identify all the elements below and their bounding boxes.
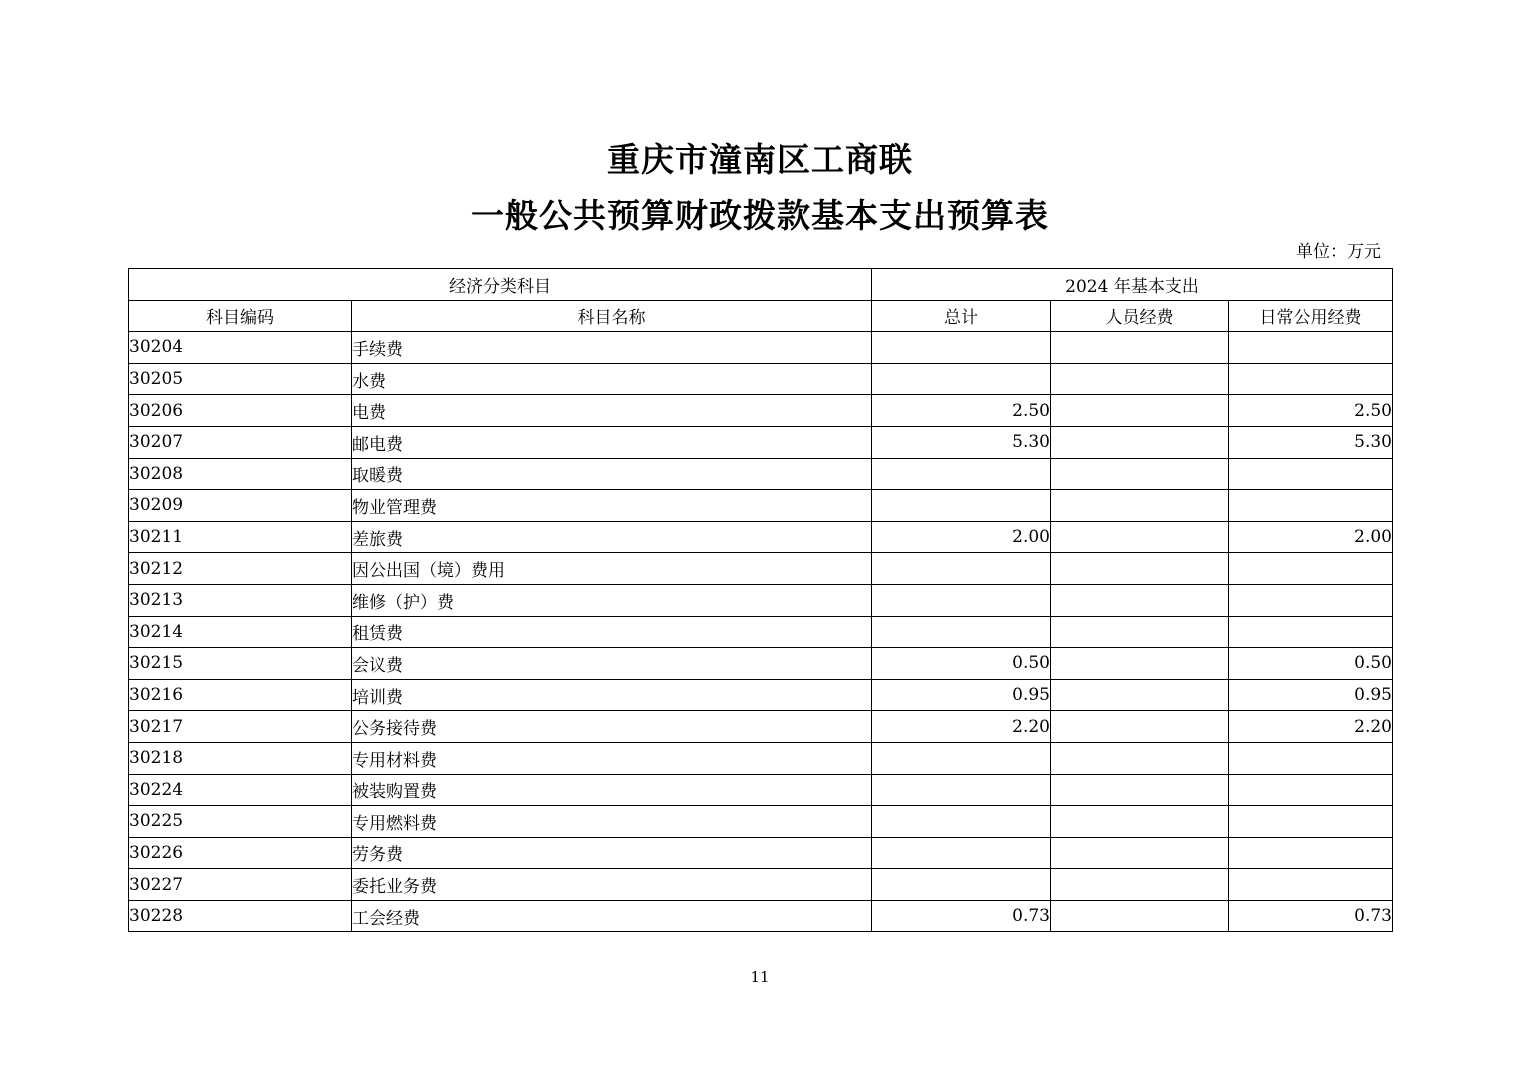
group-header-row: [129, 269, 1393, 301]
table-row: [129, 553, 1393, 585]
cell-name: 因公出国（境）费用: [352, 553, 872, 585]
document-title-line2: 一般公共预算财政拨款基本支出预算表: [471, 196, 1049, 235]
cell-public: [1229, 363, 1393, 395]
table-row: [129, 679, 1393, 711]
cell-public: 0.95: [1229, 679, 1393, 711]
cell-total: 2.00: [872, 521, 1051, 553]
cell-public: [1229, 616, 1393, 648]
cell-total: 0.73: [872, 900, 1051, 932]
cell-code: 30211: [129, 521, 352, 553]
cell-personnel: [1051, 900, 1229, 932]
cell-personnel: [1051, 648, 1229, 680]
cell-name: 租赁费: [352, 616, 872, 648]
cell-total: [872, 774, 1051, 806]
cell-total: [872, 332, 1051, 364]
table-row: [129, 490, 1393, 522]
header-basic-expenditure: 2024 年基本支出: [872, 269, 1393, 301]
table-row: [129, 774, 1393, 806]
cell-code: 30226: [129, 837, 352, 869]
unit-label: 单位：万元: [1296, 242, 1381, 262]
header-name: 科目名称: [352, 300, 872, 332]
cell-code: 30206: [129, 395, 352, 427]
table-row: [129, 332, 1393, 364]
cell-total: [872, 490, 1051, 522]
cell-personnel: [1051, 584, 1229, 616]
cell-personnel: [1051, 711, 1229, 743]
cell-total: [872, 363, 1051, 395]
cell-code: 30209: [129, 490, 352, 522]
table-row: [129, 869, 1393, 901]
cell-code: 30216: [129, 679, 352, 711]
table-row: [129, 837, 1393, 869]
cell-public: 5.30: [1229, 426, 1393, 458]
cell-name: 邮电费: [352, 426, 872, 458]
cell-code: 30228: [129, 900, 352, 932]
cell-total: [872, 553, 1051, 585]
cell-personnel: [1051, 426, 1229, 458]
cell-total: [872, 616, 1051, 648]
cell-total: [872, 458, 1051, 490]
cell-name: 公务接待费: [352, 711, 872, 743]
cell-personnel: [1051, 363, 1229, 395]
cell-personnel: [1051, 837, 1229, 869]
cell-public: 0.73: [1229, 900, 1393, 932]
cell-code: 30213: [129, 584, 352, 616]
cell-name: 取暖费: [352, 458, 872, 490]
table-row: [129, 426, 1393, 458]
cell-personnel: [1051, 458, 1229, 490]
table-row: [129, 616, 1393, 648]
cell-public: [1229, 837, 1393, 869]
cell-personnel: [1051, 395, 1229, 427]
table-body: [129, 332, 1393, 932]
table-row: [129, 584, 1393, 616]
budget-table: [128, 268, 1393, 932]
cell-public: [1229, 458, 1393, 490]
cell-name: 被装购置费: [352, 774, 872, 806]
header-public: 日常公用经费: [1229, 300, 1393, 332]
cell-code: 30217: [129, 711, 352, 743]
header-economic-classification: 经济分类科目: [129, 269, 872, 301]
table-row: [129, 648, 1393, 680]
cell-total: [872, 584, 1051, 616]
cell-public: [1229, 332, 1393, 364]
cell-personnel: [1051, 679, 1229, 711]
cell-total: 0.50: [872, 648, 1051, 680]
cell-name: 水费: [352, 363, 872, 395]
header-personnel: 人员经费: [1051, 300, 1229, 332]
document-title-line1: 重庆市潼南区工商联: [607, 140, 913, 179]
cell-personnel: [1051, 774, 1229, 806]
cell-name: 物业管理费: [352, 490, 872, 522]
cell-public: [1229, 774, 1393, 806]
cell-code: 30225: [129, 806, 352, 838]
cell-public: 2.50: [1229, 395, 1393, 427]
header-total: 总计: [872, 300, 1051, 332]
cell-public: 2.20: [1229, 711, 1393, 743]
cell-public: [1229, 490, 1393, 522]
cell-personnel: [1051, 490, 1229, 522]
table-row: [129, 742, 1393, 774]
cell-name: 委托业务费: [352, 869, 872, 901]
cell-public: 0.50: [1229, 648, 1393, 680]
table-row: [129, 458, 1393, 490]
cell-total: 5.30: [872, 426, 1051, 458]
cell-code: 30212: [129, 553, 352, 585]
cell-total: [872, 869, 1051, 901]
cell-name: 维修（护）费: [352, 584, 872, 616]
cell-personnel: [1051, 521, 1229, 553]
cell-total: 2.20: [872, 711, 1051, 743]
cell-public: [1229, 553, 1393, 585]
cell-name: 电费: [352, 395, 872, 427]
cell-public: 2.00: [1229, 521, 1393, 553]
table-row: [129, 900, 1393, 932]
cell-name: 劳务费: [352, 837, 872, 869]
cell-total: [872, 742, 1051, 774]
table-row: [129, 395, 1393, 427]
cell-public: [1229, 869, 1393, 901]
cell-name: 差旅费: [352, 521, 872, 553]
page-number: 11: [750, 968, 770, 986]
cell-personnel: [1051, 553, 1229, 585]
cell-personnel: [1051, 869, 1229, 901]
cell-code: 30208: [129, 458, 352, 490]
cell-total: 2.50: [872, 395, 1051, 427]
cell-total: 0.95: [872, 679, 1051, 711]
cell-name: 培训费: [352, 679, 872, 711]
cell-name: 会议费: [352, 648, 872, 680]
cell-personnel: [1051, 742, 1229, 774]
header-code: 科目编码: [129, 300, 352, 332]
cell-public: [1229, 742, 1393, 774]
cell-code: 30224: [129, 774, 352, 806]
cell-name: 工会经费: [352, 900, 872, 932]
cell-code: 30214: [129, 616, 352, 648]
cell-name: 手续费: [352, 332, 872, 364]
table-row: [129, 806, 1393, 838]
cell-code: 30215: [129, 648, 352, 680]
cell-code: 30204: [129, 332, 352, 364]
table-row: [129, 363, 1393, 395]
cell-code: 30227: [129, 869, 352, 901]
cell-code: 30207: [129, 426, 352, 458]
cell-personnel: [1051, 806, 1229, 838]
cell-public: [1229, 806, 1393, 838]
cell-name: 专用燃料费: [352, 806, 872, 838]
cell-code: 30218: [129, 742, 352, 774]
cell-name: 专用材料费: [352, 742, 872, 774]
cell-public: [1229, 584, 1393, 616]
column-header-row: [129, 300, 1393, 332]
cell-personnel: [1051, 332, 1229, 364]
cell-personnel: [1051, 616, 1229, 648]
table-row: [129, 711, 1393, 743]
table-row: [129, 521, 1393, 553]
cell-total: [872, 837, 1051, 869]
cell-code: 30205: [129, 363, 352, 395]
cell-total: [872, 806, 1051, 838]
